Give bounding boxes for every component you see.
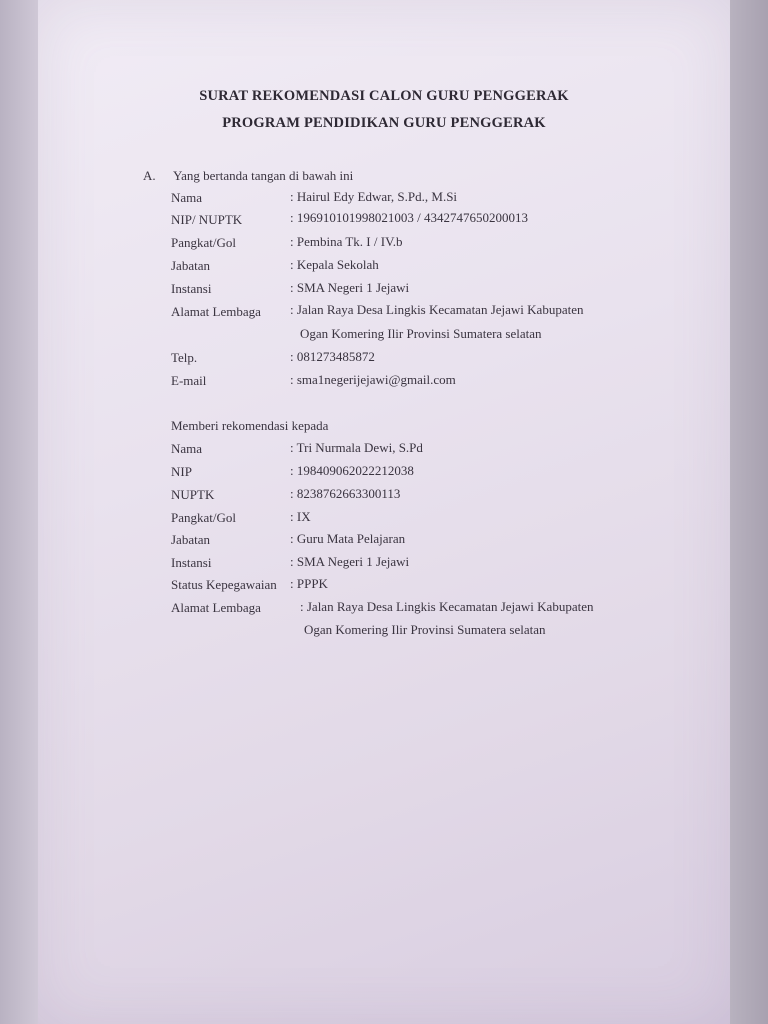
scan-left-margin — [0, 0, 38, 1024]
candidate-rank-label: Pangkat/Gol — [171, 510, 236, 525]
candidate-institution-value: : SMA Negeri 1 Jejawi — [290, 554, 410, 569]
signer-email-value: : sma1negerijejawi@gmail.com — [290, 372, 456, 387]
signer-address-continuation: Ogan Komering Ilir Provinsi Sumatera selatan — [300, 326, 542, 341]
candidate-nip-label: NIP — [171, 464, 192, 479]
signer-email-label: E-mail — [171, 373, 207, 388]
candidate-address-value: : Jalan Raya Desa Lingkis Kecamatan Jejawi Kabupaten — [300, 599, 594, 614]
signer-institution-value: : SMA Negeri 1 Jejawi — [290, 280, 410, 295]
candidate-institution-label: Instansi — [171, 555, 212, 570]
scan-right-margin — [730, 0, 768, 1024]
candidate-address-label: Alamat Lembaga — [171, 600, 261, 615]
candidate-position-label: Jabatan — [171, 532, 210, 547]
candidate-rank-value: : IX — [290, 509, 311, 524]
candidate-name-value: : Tri Nurmala Dewi, S.Pd — [290, 440, 423, 455]
candidate-address-continuation: Ogan Komering Ilir Provinsi Sumatera selatan — [304, 622, 546, 637]
document-title: SURAT REKOMENDASI CALON GURU PENGGERAK — [199, 88, 569, 104]
candidate-name-label: Nama — [171, 441, 203, 456]
candidate-nuptk-value: : 8238762663300113 — [290, 486, 401, 501]
candidate-status-value: : PPPK — [290, 576, 328, 591]
document-subtitle: PROGRAM PENDIDIKAN GURU PENGGERAK — [222, 115, 546, 131]
signer-name-value: : Hairul Edy Edwar, S.Pd., M.Si — [290, 189, 458, 204]
signer-position-value: : Kepala Sekolah — [290, 257, 379, 272]
section-a-marker: A. — [143, 168, 156, 183]
signer-phone-value: : 081273485872 — [290, 349, 375, 364]
signer-name-label: Nama — [171, 190, 203, 205]
candidate-position-value: : Guru Mata Pelajaran — [290, 531, 406, 546]
candidate-nip-value: : 198409062022212038 — [290, 463, 414, 478]
signer-address-label: Alamat Lembaga — [171, 304, 261, 319]
signer-position-label: Jabatan — [171, 258, 210, 273]
candidate-status-label: Status Kepegawaian — [171, 577, 277, 592]
signer-rank-value: : Pembina Tk. I / IV.b — [290, 234, 403, 249]
signer-rank-label: Pangkat/Gol — [171, 235, 236, 250]
signer-phone-label: Telp. — [171, 350, 198, 365]
signer-address-value: : Jalan Raya Desa Lingkis Kecamatan Jejawi Kabupaten — [290, 302, 584, 317]
signer-institution-label: Instansi — [171, 281, 212, 296]
candidate-nuptk-label: NUPTK — [171, 487, 215, 502]
recommendation-intro: Memberi rekomendasi kepada — [171, 418, 329, 433]
section-a-intro: Yang bertanda tangan di bawah ini — [173, 168, 354, 183]
signer-nip-value: : 196910101998021003 / 4342747650200013 — [290, 210, 528, 225]
document-page — [38, 0, 730, 1024]
signer-nip-label: NIP/ NUPTK — [171, 212, 243, 227]
